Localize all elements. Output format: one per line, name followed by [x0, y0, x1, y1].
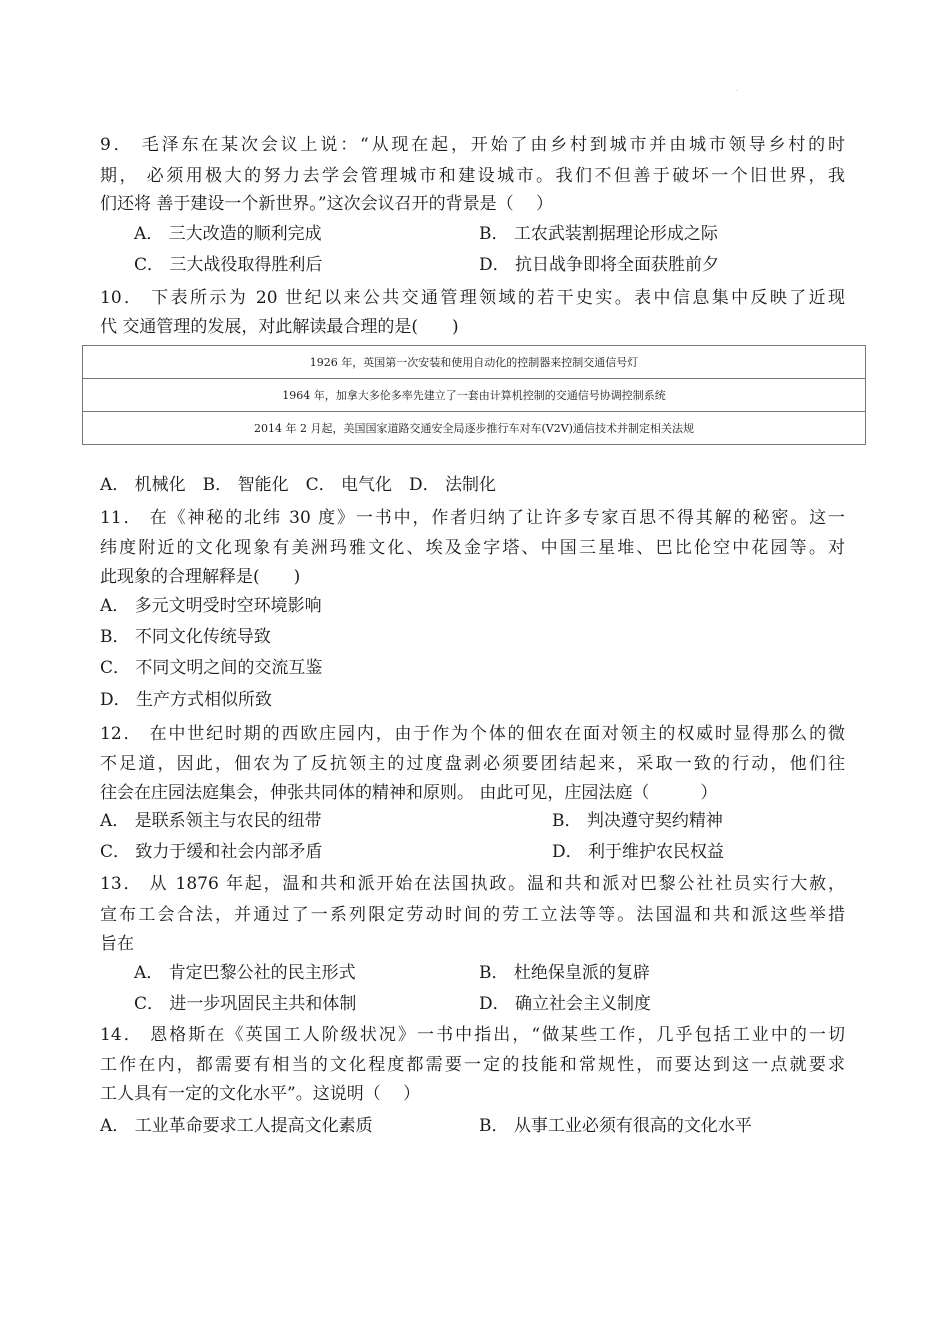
option-a: A． 是联系领主与农民的纽带 [100, 811, 322, 831]
decorative-mark: · [736, 88, 738, 95]
question-text-line: 们还将 善于建设一个新世界。”这次会议召开的背景是（ ） [100, 194, 553, 214]
option-d: D． 生产方式相似所致 [100, 690, 273, 710]
history-facts-table [82, 345, 866, 445]
question-text-line: 不足道，因此，佃农为了反抗领主的过度盘剥必须要团结起来，采取一致的行动，他们往 [100, 754, 845, 774]
question-text-line: 宣布工会合法，并通过了一系列限定劳动时间的劳工立法等等。法国温和共和派这些举措 [100, 905, 845, 925]
question-text-line: 14． 恩格斯在《英国工人阶级状况》一书中指出，“做某些工作，几乎包括工业中的一切 [100, 1025, 845, 1045]
option-b: B． 杜绝保皇派的复辟 [479, 963, 650, 983]
option-c: C． 进一步巩固民主共和体制 [134, 994, 357, 1014]
question-text-line: 9． 毛泽东在某次会议上说：“从现在起，开始了由乡村到城市并由城市领导乡村的时 [100, 135, 845, 155]
question-text-line: 往会在庄园法庭集会，伸张共同体的精神和原则。 由此可见，庄园法庭（ ） [100, 783, 718, 803]
table-cell: 2014 年 2 月起，美国国家道路交通安全局逐步推行车对车(V2V)通信技术并制定相关法规 [83, 412, 866, 445]
option-d: D． 抗日战争即将全面获胜前夕 [479, 255, 720, 275]
option-c: C． 致力于缓和社会内部矛盾 [100, 842, 323, 862]
question-text-line: 此现象的合理解释是( ) [100, 567, 301, 587]
question-text-line: 工作在内，都需要有相当的文化程度都需要一定的技能和常规性，而要达到这一点就要求 [100, 1055, 845, 1075]
question-text-line: 纬度附近的文化现象有美洲玛雅文化、埃及金字塔、中国三星堆、巴比伦空中花园等。对 [100, 538, 845, 558]
question-text-line: 工人具有一定的文化水平”。这说明（ ） [100, 1084, 421, 1104]
question-text-line: 10． 下表所示为 20 世纪以来公共交通管理领域的若干史实。表中信息集中反映了近现 [100, 288, 845, 308]
table-row [83, 379, 866, 412]
question-text-line: 11． 在《神秘的北纬 30 度》一书中，作者归纳了让许多专家百思不得其解的秘密。这一 [100, 508, 845, 528]
option-b: B． 工农武装割据理论形成之际 [479, 224, 718, 244]
question-text-line: 旨在 [100, 934, 134, 954]
table-cell: 1926 年，英国第一次安装和使用自动化的控制器来控制交通信号灯 [83, 346, 866, 379]
table-row [83, 346, 866, 379]
question-text-line: 期， 必须用极大的努力去学会管理城市和建设城市。我们不但善于破坏一个旧世界，我 [100, 166, 845, 186]
option-c: C． 不同文明之间的交流互鉴 [100, 658, 323, 678]
option-b: B． 不同文化传统导致 [100, 627, 271, 647]
question-text-line: 13． 从 1876 年起，温和共和派开始在法国执政。温和共和派对巴黎公社社员实行大赦， [100, 874, 845, 894]
option-a: A． 肯定巴黎公社的民主形式 [134, 963, 356, 983]
option-d: D． 利于维护农民权益 [552, 842, 725, 862]
option-a: A． 三大改造的顺利完成 [134, 224, 322, 244]
option-c: C． 三大战役取得胜利后 [134, 255, 323, 275]
question-text-line: 代 交通管理的发展，对此解读最合理的是( ) [100, 317, 459, 337]
option-d: D． 确立社会主义制度 [479, 994, 652, 1014]
table-cell: 1964 年，加拿大多伦多率先建立了一套由计算机控制的交通信号协调控制系统 [83, 379, 866, 412]
option-a: A． 多元文明受时空环境影响 [100, 596, 322, 616]
option-b: B． 判决遵守契约精神 [552, 811, 723, 831]
table-row [83, 412, 866, 445]
option-b: B． 从事工业必须有很高的文化水平 [479, 1116, 752, 1136]
question-text-line: 12． 在中世纪时期的西欧庄园内，由于作为个体的佃农在面对领主的权威时显得那么的微 [100, 724, 845, 744]
options-line: A． 机械化 B． 智能化 C． 电气化 D． 法制化 [100, 475, 497, 495]
option-a: A． 工业革命要求工人提高文化素质 [100, 1116, 373, 1136]
